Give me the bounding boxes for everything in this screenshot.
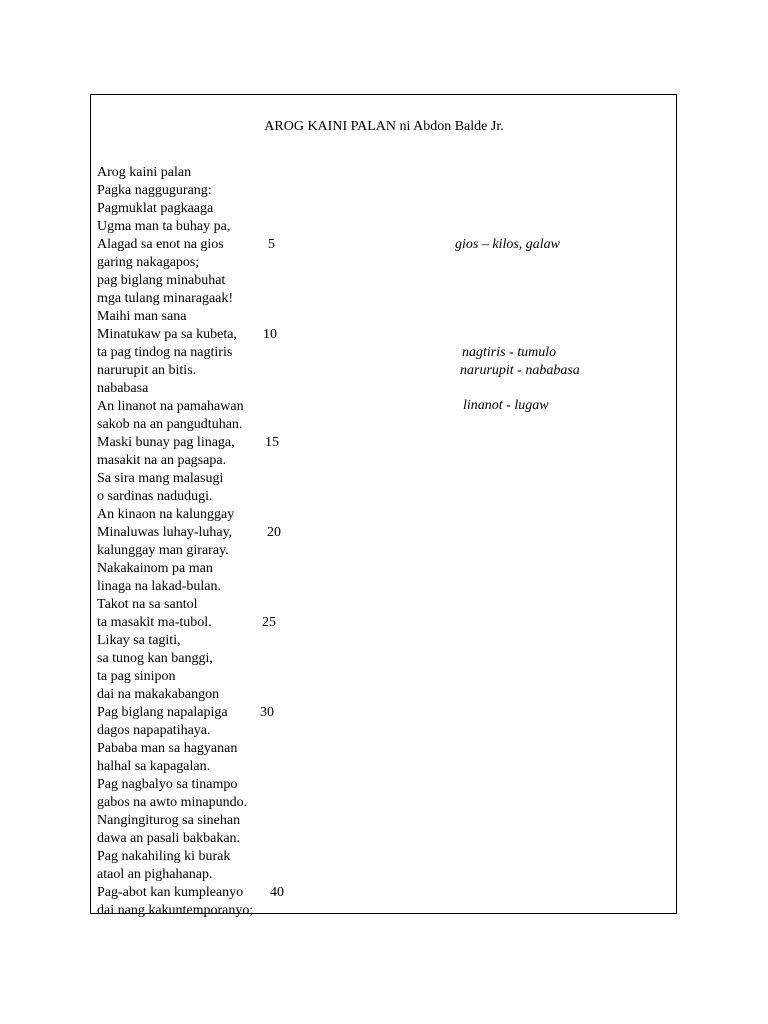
poem-line (97, 470, 253, 488)
line-text: sakob na an pangudtuhan. (97, 417, 243, 432)
line-text: Pagmuklat pagkaaga (97, 201, 214, 216)
poem-line (97, 830, 253, 848)
line-text: ta pag sinipon (97, 669, 176, 684)
poem-line (97, 650, 253, 668)
line-text: garing nakagapos; (97, 255, 200, 270)
gloss-note: nagtiris - tumulo (462, 345, 557, 360)
line-text: Alagad sa enot na gios (97, 237, 224, 252)
poem-line (97, 434, 279, 452)
line-text: mga tulang minaragaak! (97, 291, 234, 306)
line-text: Maski bunay pag linaga, (97, 435, 235, 450)
poem-title: AROG KAINI PALAN ni Abdon Balde Jr. (264, 119, 504, 134)
line-text: narurupit an bitis. (97, 363, 197, 378)
line-text: Ugma man ta buhay pa, (97, 219, 231, 234)
poem-line (97, 686, 253, 704)
poem-line (97, 200, 253, 218)
line-text: Pag nakahiling ki burak (97, 849, 231, 864)
poem-line (97, 290, 253, 308)
poem-line (97, 704, 274, 722)
poem-line (97, 668, 253, 686)
poem-line (97, 398, 253, 416)
line-text: nababasa (97, 381, 149, 396)
poem-line (97, 326, 277, 344)
poem-line (97, 776, 253, 794)
poem-line (97, 416, 253, 434)
line-text: ta masakit ma-tubol. (97, 615, 212, 630)
poem-line (97, 722, 253, 740)
line-text: dai na makakabangon (97, 687, 220, 702)
poem-line (97, 614, 276, 632)
poem-line (97, 182, 253, 200)
gloss-note: narurupit - nababasa (460, 363, 580, 378)
line-text: Minatukaw pa sa kubeta, (97, 327, 237, 342)
line-text: An linanot na pamahawan (97, 399, 244, 414)
poem-line (97, 488, 253, 506)
poem-line (97, 272, 253, 290)
line-text: ataol an pighahanap. (97, 867, 213, 882)
poem-line (97, 884, 284, 902)
poem-line (97, 632, 253, 650)
line-text: Pag biglang napalapiga (97, 705, 228, 720)
poem-line (97, 254, 253, 272)
line-number: 10 (263, 327, 277, 342)
gloss-note: linanot - lugaw (463, 398, 549, 413)
line-number: 5 (268, 237, 275, 252)
poem-line (97, 308, 253, 326)
poem-line (97, 740, 253, 758)
line-text: pag biglang minabuhat (97, 273, 226, 288)
poem-line (97, 218, 253, 236)
line-text: ta pag tindog na nagtiris (97, 345, 233, 360)
line-number: 15 (265, 435, 279, 450)
poem-line (97, 560, 253, 578)
line-text: Nangingiturog sa sinehan (97, 813, 241, 828)
line-text: dai nang kakuntemporanyo; (97, 903, 254, 918)
line-text: sa tunog kan banggi, (97, 651, 213, 666)
line-text: dawa an pasali bakbakan. (97, 831, 241, 846)
line-number: 30 (260, 705, 274, 720)
line-text: Pag-abot kan kumpleanyo (97, 885, 244, 900)
line-text: masakit na an pagsapa. (97, 453, 227, 468)
line-text: Likay sa tagiti, (97, 633, 181, 648)
line-text: Takot na sa santol (97, 597, 198, 612)
line-text: Pababa man sa hagyanan (97, 741, 238, 756)
line-text: Pag nagbalyo sa tinampo (97, 777, 238, 792)
poem-body (97, 164, 284, 920)
poem-line (97, 452, 253, 470)
line-text: linaga na lakad-bulan. (97, 579, 222, 594)
poem-line (97, 848, 253, 866)
poem-line (97, 758, 253, 776)
poem-line (97, 380, 253, 398)
poem-line (97, 362, 253, 380)
line-text: Sa sira mang malasugi (97, 471, 224, 486)
poem-line (97, 344, 253, 362)
poem-line (97, 524, 281, 542)
line-text: Arog kaini palan (97, 165, 192, 180)
poem-line (97, 794, 253, 812)
line-number: 40 (270, 885, 284, 900)
line-number: 25 (262, 615, 276, 630)
poem-line (97, 812, 253, 830)
line-text: kalunggay man giraray. (97, 543, 229, 558)
poem-line (97, 902, 253, 920)
line-text: Pagka naggugurang: (97, 183, 212, 198)
line-text: halhal sa kapagalan. (97, 759, 211, 774)
poem-line (97, 236, 275, 254)
poem-line (97, 596, 253, 614)
line-text: Nakakainom pa man (97, 561, 213, 576)
line-text: An kinaon na kalunggay (97, 507, 235, 522)
line-text: Maihi man sana (97, 309, 187, 324)
poem-line (97, 866, 253, 884)
line-text: gabos na awto minapundo. (97, 795, 248, 810)
poem-line (97, 542, 253, 560)
line-text: o sardinas nadudugi. (97, 489, 213, 504)
gloss-note: gios – kilos, galaw (455, 237, 561, 252)
line-text: dagos napapatihaya. (97, 723, 211, 738)
poem-line (97, 578, 253, 596)
poem-line (97, 506, 253, 524)
line-text: Minaluwas luhay-luhay, (97, 525, 233, 540)
line-number: 20 (267, 525, 281, 540)
poem-line (97, 164, 253, 182)
